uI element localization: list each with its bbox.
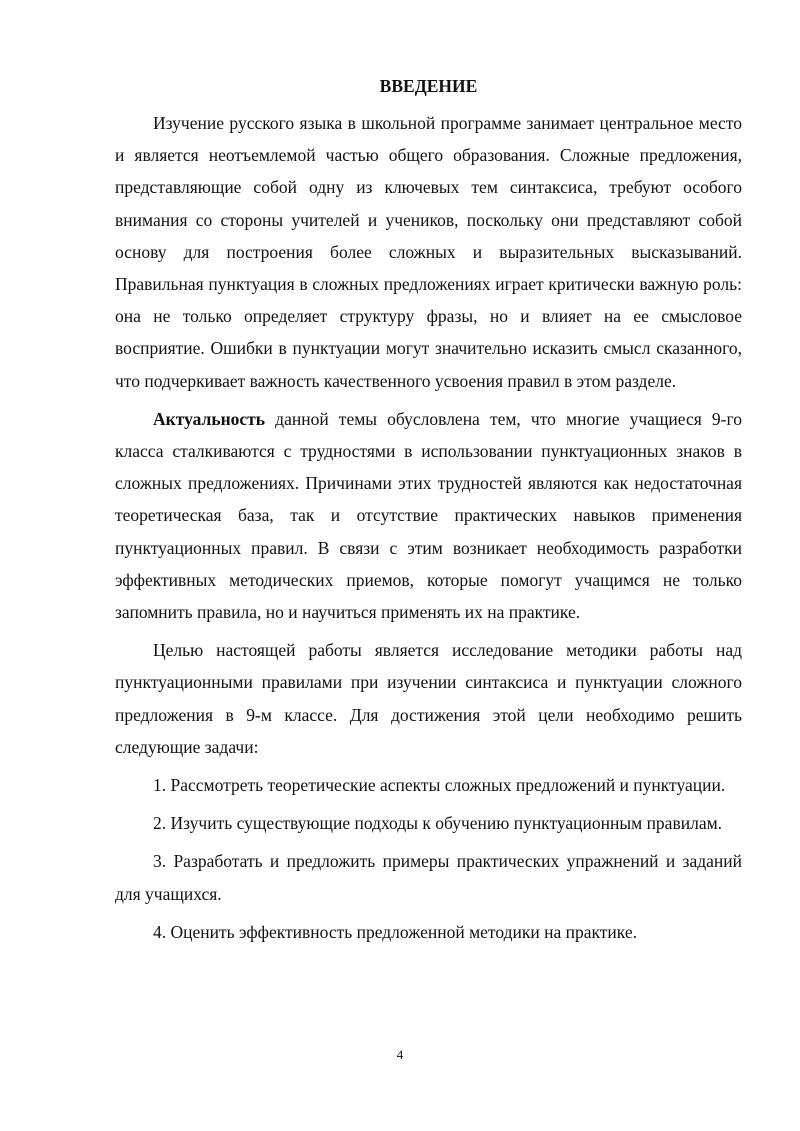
goal-paragraph: Целью настоящей работы является исследование методики работы над пунктуационными правилами при изучении синтаксиса и пунктуации сложного предложения в 9-м классе. Для достижения этой цели необходимо решить следующие задачи: <box>115 640 742 757</box>
task-item-3: 3. Разработать и предложить примеры практических упражнений и заданий для учащихся. <box>115 851 742 904</box>
task-item-2: 2. Изучить существующие подходы к обучению пунктуационным правилам. <box>153 813 723 834</box>
task-item-4: 4. Оценить эффективность предложенной методики на практике. <box>153 921 637 942</box>
page-number: 4 <box>396 1047 404 1062</box>
intro-paragraph: Изучение русского языка в школьной программе занимает центральное место и является неотъемлемой частью общего образования. Сложные предложения, представляющие собой одну из ключевых тем синтаксиса, требуют особого внимания со стороны учителей и учеников, поскольку они представляют собой основу для построения более сложных и выразительных высказываний. Правильная пунктуация в сложных предложениях играет критически важную роль: она не только определяет структуру фразы, но и влияет на ее смысловое восприятие. Ошибки в пунктуации могут значительно исказить смысл сказанного, что подчеркивает важность качественного усвоения правил в этом разделе. <box>115 113 742 391</box>
relevance-term: Актуальность <box>153 408 266 429</box>
relevance-text: данной темы обусловлена тем, что многие учащиеся 9-го класса сталкиваются с трудностями в использовании пунктуационных знаков в сложных предложениях. Причинами этих трудностей являются как недостаточная теоретическая база, так и отсутствие практических навыков применения пунктуационных правил. В связи с этим возникает необходимость разработки эффективных методических приемов, которые помогут учащимся не только запомнить правила, но и научиться применять их на практике. <box>115 408 742 623</box>
section-heading: ВВЕДЕНИЕ <box>379 76 478 96</box>
relevance-paragraph <box>115 403 742 628</box>
page-content <box>115 74 742 954</box>
task-item-1: 1. Рассмотреть теоретические аспекты сложных предложений и пунктуации. <box>153 775 726 796</box>
